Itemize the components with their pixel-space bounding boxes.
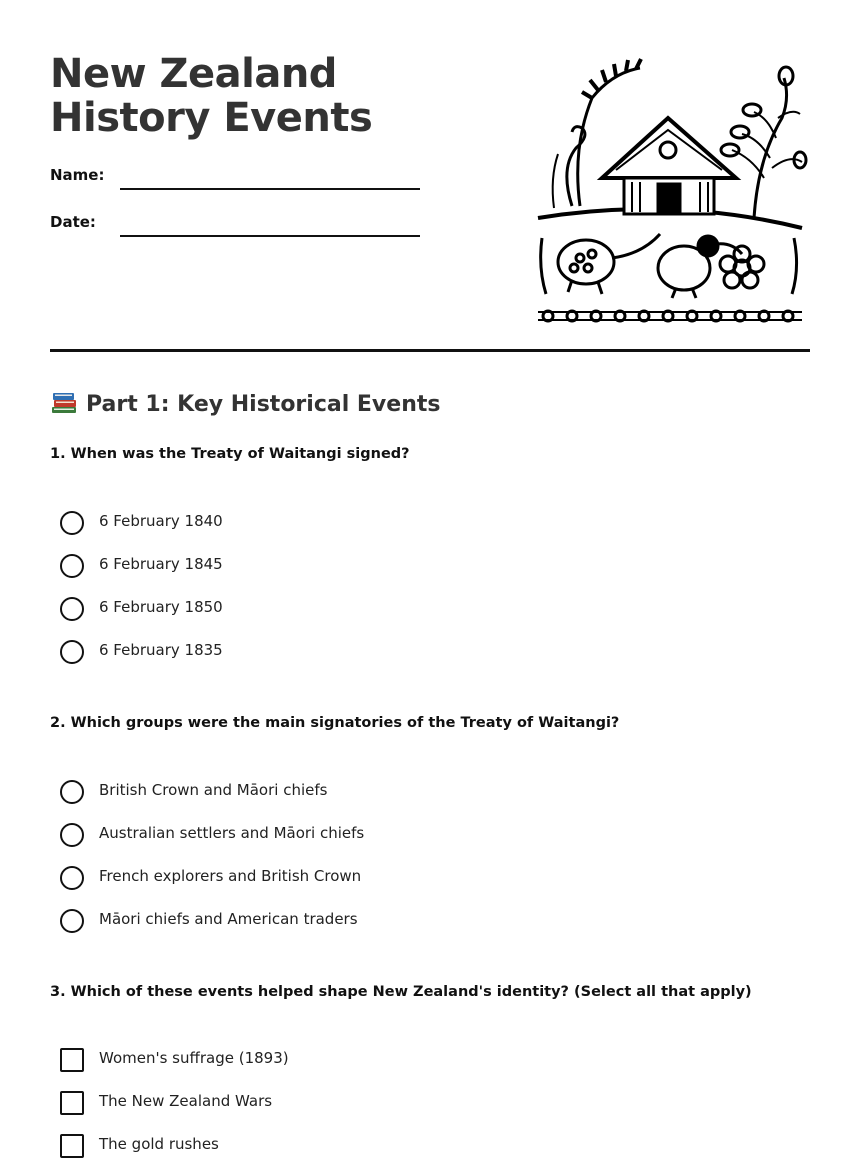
option-label: The gold rushes [99, 1135, 219, 1153]
option-label: 6 February 1840 [99, 512, 223, 530]
books-icon [50, 389, 78, 415]
option-label: The New Zealand Wars [99, 1092, 273, 1110]
q2-option-1[interactable] [60, 780, 560, 804]
part1-heading-text: Part 1: Key Historical Events [86, 392, 441, 417]
option-label: 6 February 1850 [99, 598, 223, 616]
option-label: French explorers and British Crown [99, 867, 362, 885]
header-divider [50, 349, 810, 352]
radio-button[interactable] [60, 866, 84, 890]
radio-button[interactable] [60, 823, 84, 847]
radio-button[interactable] [60, 597, 84, 621]
q1-option-4[interactable] [60, 640, 560, 664]
radio-button[interactable] [60, 511, 84, 535]
q3-option-1[interactable] [60, 1048, 560, 1072]
name-field [50, 166, 430, 190]
part1-heading [50, 389, 440, 417]
option-label: 6 February 1845 [99, 555, 223, 573]
q3-option-3[interactable] [60, 1134, 560, 1158]
question-3: 3. Which of these events helped shape New Zealand's identity? (Select all that apply) [50, 984, 752, 1000]
name-input-line[interactable] [120, 188, 420, 190]
option-label: British Crown and Māori chiefs [99, 781, 328, 799]
option-label: 6 February 1835 [99, 641, 223, 659]
date-field [50, 213, 430, 237]
option-label: Australian settlers and Māori chiefs [99, 824, 365, 842]
question-1: 1. When was the Treaty of Waitangi signed? [50, 446, 410, 462]
worksheet-page [50, 0, 810, 1161]
date-label: Date: [50, 213, 96, 231]
q2-option-3[interactable] [60, 866, 560, 890]
radio-button[interactable] [60, 909, 84, 933]
maori-art-illustration [532, 58, 808, 328]
question-2: 2. Which groups were the main signatories of the Treaty of Waitangi? [50, 715, 620, 731]
radio-button[interactable] [60, 780, 84, 804]
checkbox[interactable] [60, 1091, 84, 1115]
q2-option-2[interactable] [60, 823, 560, 847]
checkbox[interactable] [60, 1134, 84, 1158]
radio-button[interactable] [60, 554, 84, 578]
date-input-line[interactable] [120, 235, 420, 237]
q1-option-3[interactable] [60, 597, 560, 621]
q3-option-2[interactable] [60, 1091, 560, 1115]
worksheet-title: New Zealand History Events [50, 51, 373, 141]
option-label: Māori chiefs and American traders [99, 910, 358, 928]
q1-option-2[interactable] [60, 554, 560, 578]
q2-option-4[interactable] [60, 909, 560, 933]
name-label: Name: [50, 166, 105, 184]
radio-button[interactable] [60, 640, 84, 664]
checkbox[interactable] [60, 1048, 84, 1072]
q1-option-1[interactable] [60, 511, 560, 535]
option-label: Women's suffrage (1893) [99, 1049, 289, 1067]
